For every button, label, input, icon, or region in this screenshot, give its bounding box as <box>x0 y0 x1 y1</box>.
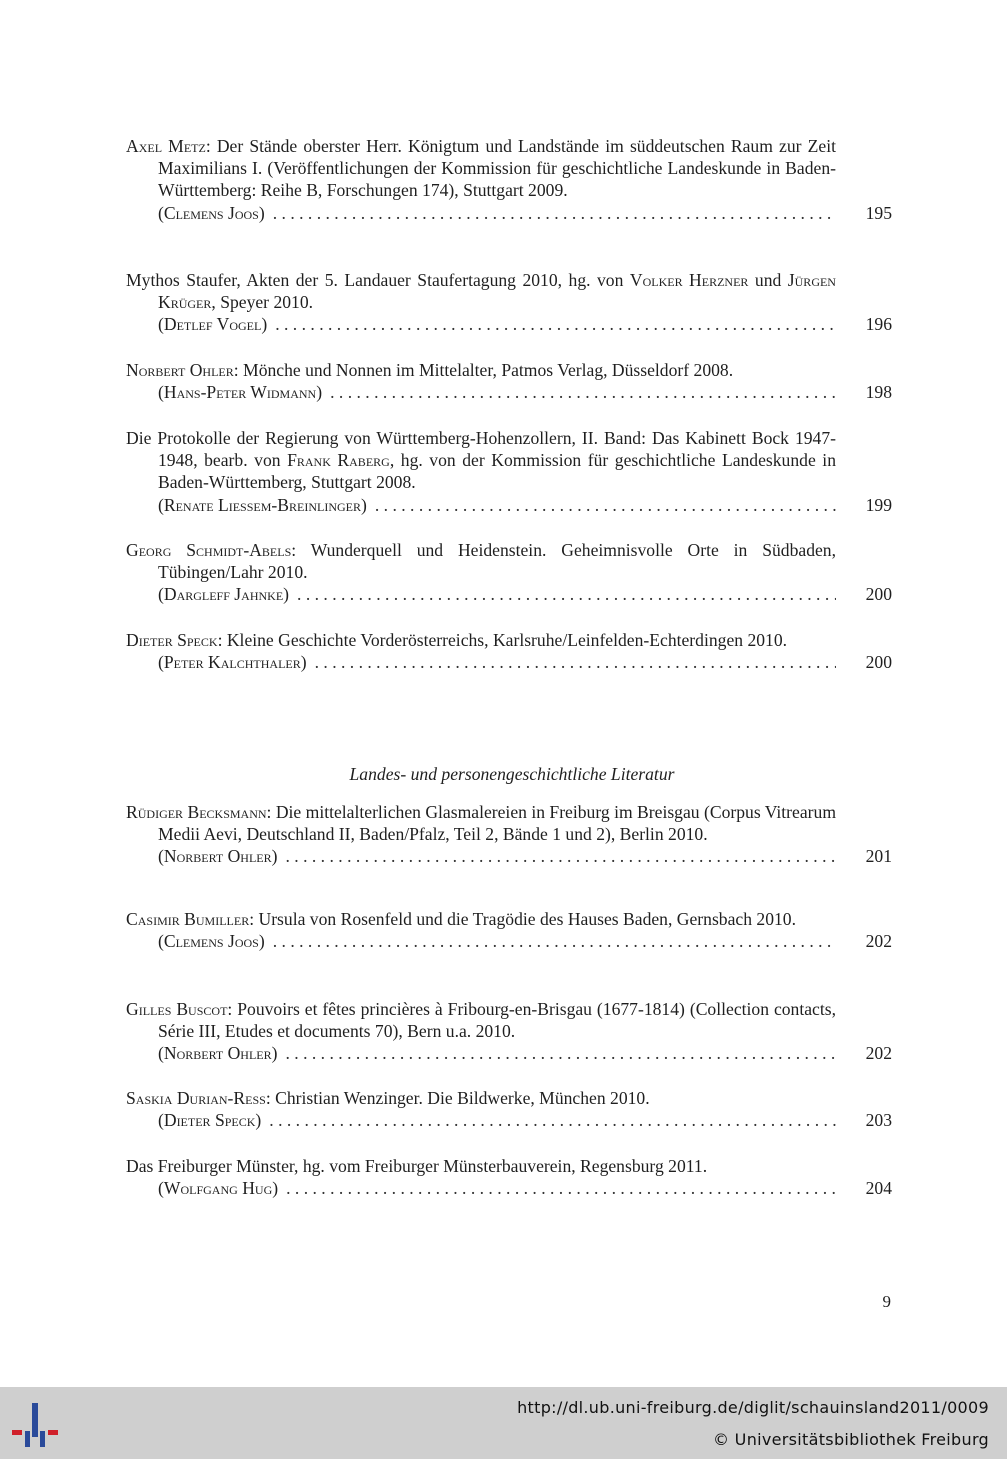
entry-citation <box>126 135 836 202</box>
entry-author: Casimir Bumiller <box>126 909 250 929</box>
bibliography-entry <box>126 629 892 673</box>
reviewer-line <box>126 1042 892 1064</box>
page-number: 9 <box>882 1292 891 1311</box>
reviewer-line <box>126 583 892 605</box>
reviewer-line <box>126 1177 892 1199</box>
entry-page-number: 200 <box>865 584 892 605</box>
entry-page-number: 201 <box>865 846 892 867</box>
dot-leader <box>330 381 836 403</box>
reviewer-line <box>126 494 892 516</box>
dot-leader <box>285 845 836 867</box>
entry-page-number: 196 <box>865 314 892 335</box>
entry-title: Mythos Staufer, Akten der 5. Landauer Staufertagung 2010, hg. von <box>126 270 630 290</box>
entry-editor: Frank Raberg <box>287 450 390 471</box>
entry-title: : Mönche und Nonnen im Mittelalter, Patmos Verlag, Düsseldorf 2008. <box>233 360 734 380</box>
entry-editor: Volker Herzner <box>629 270 749 290</box>
dot-leader <box>273 202 836 224</box>
dot-leader <box>286 1177 836 1199</box>
bibliography-entry <box>126 908 892 952</box>
dot-leader <box>375 494 836 516</box>
reviewer-name: (Dieter Speck) <box>158 1110 262 1131</box>
bibliography-entry <box>126 998 892 1065</box>
entry-author: Georg Schmidt-Abels <box>126 540 292 560</box>
entry-publication: , Speyer 2010. <box>211 292 314 313</box>
entry-title: : Kleine Geschichte Vorderösterreichs, Karlsruhe/Leinfelden-Echterdingen 2010. <box>217 630 788 650</box>
bibliography-entry <box>126 539 892 606</box>
reviewer-name: (Detlef Vogel) <box>158 314 268 335</box>
entry-page-number: 202 <box>865 1043 892 1064</box>
entry-author: Saskia Durian-Ress <box>126 1088 266 1108</box>
entry-page-number: 199 <box>865 494 892 515</box>
entry-citation <box>126 1155 836 1177</box>
entry-title: : Der Stände oberster Herr. Königtum und Landstände im süddeutschen Raum zur Zeit Maximilians I. (Veröffentlichungen der Kommission für geschichtliche Landeskunde in Baden-Württemberg: Reihe B, Forschungen 174), Stuttgart 2009. <box>158 136 836 201</box>
entry-citation <box>126 427 836 494</box>
reviewer-name: (Norbert Ohler) <box>158 1043 278 1064</box>
bibliography-entry <box>126 1155 892 1199</box>
entry-author: Rüdiger Becksmann <box>126 802 267 822</box>
entry-page-number: 202 <box>865 931 892 952</box>
dot-leader <box>273 930 836 952</box>
reviewer-line <box>126 381 892 403</box>
entry-page-number: 204 <box>865 1178 892 1199</box>
entry-page-number: 203 <box>865 1110 892 1131</box>
dot-leader <box>269 1109 836 1131</box>
section-heading: Landes- und personengeschichtliche Literatur <box>349 764 675 784</box>
reviewer-name: (Clemens Joos) <box>158 931 265 952</box>
footer-url-link[interactable]: http://dl.ub.uni-freiburg.de/diglit/schauinsland2011/0009 <box>517 1398 989 1417</box>
reviewer-line <box>126 930 892 952</box>
footer-copyright: © Universitätsbibliothek Freiburg <box>713 1430 989 1449</box>
entry-title: Die Protokolle der Regierung von Württemberg-Hohenzollern, II. Band: Das Kabinett Bock 1947-1948, bearb. von <box>126 428 836 471</box>
reviewer-name: (Wolfgang Hug) <box>158 1178 279 1199</box>
entry-page-number: 195 <box>865 202 892 223</box>
bibliography-entry <box>126 135 892 224</box>
entry-title: Das Freiburger Münster, hg. vom Freiburger Münsterbauverein, Regensburg 2011. <box>126 1156 708 1176</box>
entry-author: Dieter Speck <box>126 630 218 650</box>
library-logo-icon <box>12 1399 64 1451</box>
bibliography-entry <box>126 1087 892 1131</box>
entry-citation <box>126 801 836 845</box>
entry-citation <box>126 998 836 1042</box>
entry-publication: , hg. von der Kommission für geschichtliche Landeskunde in Baden-Württemberg, Stuttgart 2008. <box>158 450 836 493</box>
reviewer-line <box>126 313 892 335</box>
entry-citation <box>126 539 836 583</box>
entry-title: : Die mittelalterlichen Glasmalereien in Freiburg im Breisgau (Corpus Vitrearum Medii Aevi, Deutschland II, Baden/Pfalz, Teil 2, Bände 1 und 2), Berlin 2010. <box>158 802 836 845</box>
bibliography-entry <box>126 359 892 403</box>
reviewer-name: (Hans-Peter Widmann) <box>158 382 323 403</box>
entry-citation <box>126 1087 836 1109</box>
dot-leader <box>297 583 836 605</box>
entry-title: : Wunderquell und Heidenstein. Geheimnisvolle Orte in Südbaden, Tübingen/Lahr 2010. <box>158 540 836 583</box>
dot-leader <box>315 651 836 673</box>
entry-citation <box>126 359 836 381</box>
bibliography-entry <box>126 269 892 336</box>
entry-title: : Pouvoirs et fêtes princières à Fribourg-en-Brisgau (1677-1814) (Collection contacts, Série III, Etudes et documents 70), Bern u.a. 2010. <box>158 999 836 1042</box>
reviewer-line <box>126 651 892 673</box>
entry-page-number: 200 <box>865 652 892 673</box>
entry-citation <box>126 908 836 930</box>
entry-author: Axel Metz <box>126 136 206 156</box>
reviewer-name: (Peter Kalchthaler) <box>158 652 307 673</box>
dot-leader <box>275 313 836 335</box>
footer-bar <box>0 1387 1007 1459</box>
reviewer-line <box>126 202 892 224</box>
reviewer-name: (Clemens Joos) <box>158 202 265 223</box>
entry-author: Gilles Buscot <box>126 999 228 1019</box>
reviewer-name: (Norbert Ohler) <box>158 846 278 867</box>
bibliography-entry <box>126 801 892 868</box>
entry-page-number: 198 <box>865 382 892 403</box>
dot-leader <box>285 1042 836 1064</box>
reviewer-line <box>126 1109 892 1131</box>
entry-connector: und <box>748 270 788 290</box>
entry-title: : Ursula von Rosenfeld und die Tragödie des Hauses Baden, Gernsbach 2010. <box>249 909 796 929</box>
entry-author: Norbert Ohler <box>126 360 234 380</box>
reviewer-name: (Renate Liessem-Breinlinger) <box>158 494 367 515</box>
entry-citation <box>126 269 836 313</box>
reviewer-line <box>126 845 892 867</box>
entry-editor: Jürgen Krüger <box>158 270 836 313</box>
bibliography-entry <box>126 427 892 516</box>
entry-citation <box>126 629 836 651</box>
entry-title: : Christian Wenzinger. Die Bildwerke, München 2010. <box>265 1088 650 1108</box>
reviewer-name: (Dargleff Jahnke) <box>158 584 290 605</box>
